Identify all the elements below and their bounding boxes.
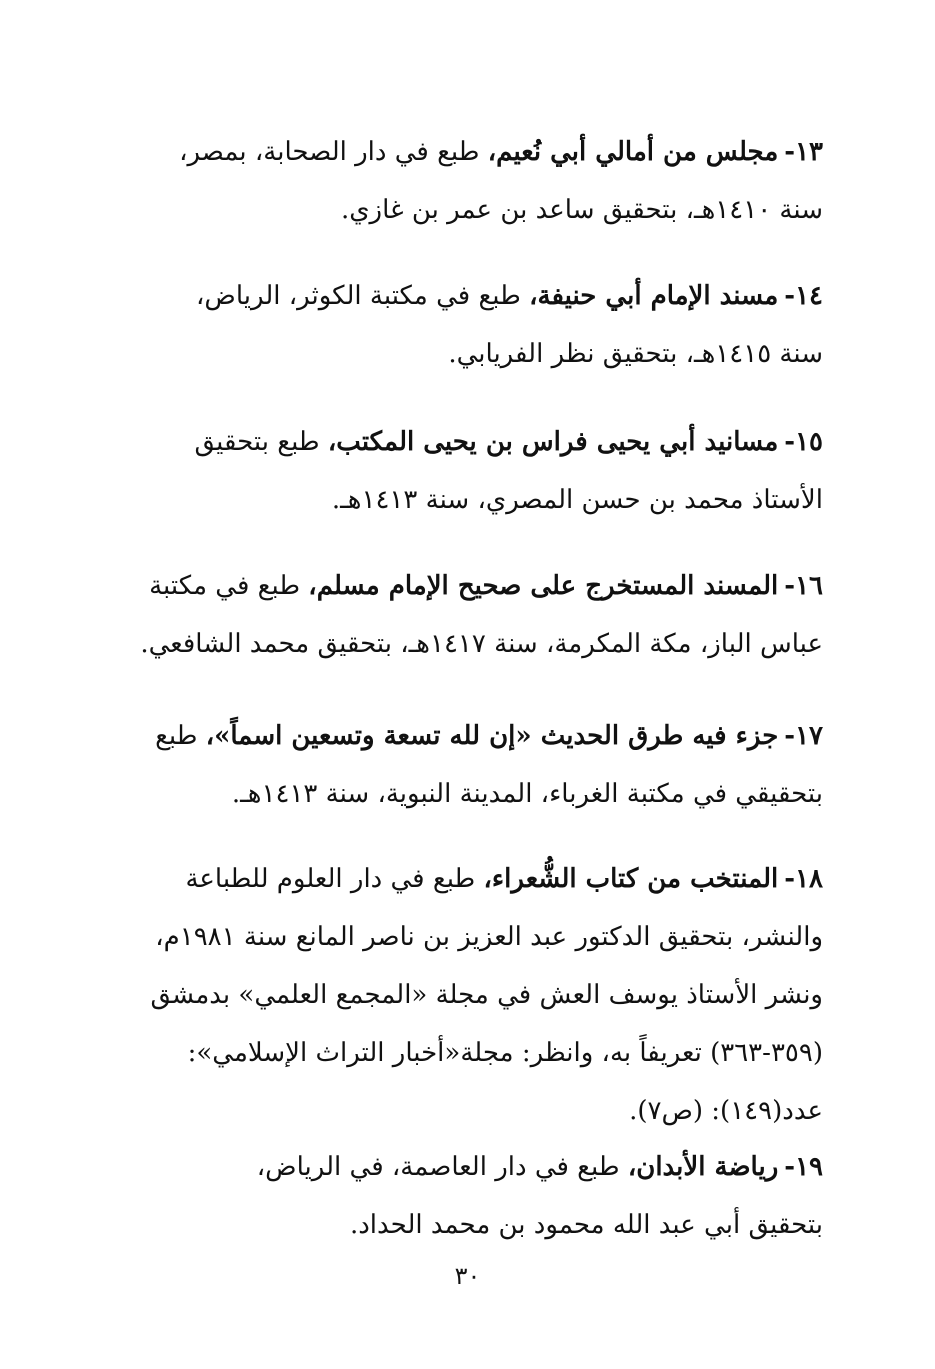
entry-text: سنة ١٤١٠هـ، بتحقيق ساعد بن عمر بن غازي.	[340, 195, 823, 225]
entry-text: والنشر، بتحقيق الدكتور عبد العزيز بن ناصر المانع سنة ١٩٨١م،	[155, 922, 823, 952]
entry-title: مسانيد أبي يحيى فراس بن يحيى المكتب،	[327, 427, 779, 457]
entry-first-line	[98, 267, 823, 325]
entry-16	[98, 557, 823, 673]
entry-number: ١٥-	[784, 427, 823, 457]
entry-title: رياضة الأبدان،	[627, 1152, 779, 1182]
entry-first-line	[98, 707, 823, 765]
entry-text: طبع بتحقيق	[194, 427, 320, 457]
entry-text: ونشر الأستاذ يوسف العش في مجلة «المجمع العلمي» بدمشق	[150, 980, 823, 1010]
entry-title: مجلس من أمالي أبي نُعيم،	[487, 137, 779, 167]
entry-text: عباس الباز، مكة المكرمة، سنة ١٤١٧هـ، بتحقيق محمد الشافعي.	[140, 629, 823, 659]
entry-number: ١٨-	[784, 864, 823, 894]
entry-text: طبع في مكتبة	[149, 571, 301, 601]
entry-text: (٣٥٩-٣٦٣) تعريفاً به، وانظر: مجلة«أخبار التراث الإسلامي»:	[187, 1038, 823, 1068]
entry-text: بتحقيقي في مكتبة الغرباء، المدينة النبوية، سنة ١٤١٣هـ.	[231, 779, 823, 809]
entry-text: طبع في دار العاصمة، في الرياض،	[256, 1152, 620, 1182]
entry-17	[98, 707, 823, 823]
entry-title: جزء فيه طرق الحديث «إن لله تسعة وتسعين اسماً»،	[205, 721, 779, 751]
entry-14	[98, 267, 823, 383]
entry-number: ١٧-	[784, 721, 823, 751]
entry-number: ١٩-	[784, 1152, 823, 1182]
entry-text: الأستاذ محمد بن حسن المصري، سنة ١٤١٣هـ.	[331, 485, 823, 515]
entry-first-line	[98, 1138, 823, 1196]
entry-text: طبع في دار العلوم للطباعة	[185, 864, 476, 894]
entry-title: مسند الإمام أبي حنيفة،	[529, 281, 779, 311]
entry-first-line	[98, 850, 823, 908]
entry-first-line	[98, 413, 823, 471]
page-number: ٣٠	[454, 1262, 481, 1290]
entry-19	[98, 1138, 823, 1254]
entry-13	[98, 123, 823, 239]
entry-text: عدد(١٤٩): (ص٧).	[629, 1096, 823, 1126]
entry-first-line	[98, 123, 823, 181]
entry-15	[98, 413, 823, 529]
entry-text: سنة ١٤١٥هـ، بتحقيق نظر الفريابي.	[448, 339, 823, 369]
entry-title: المنتخب من كتاب الشُّعراء،	[483, 864, 779, 894]
entry-text: طبع في مكتبة الكوثر، الرياض،	[196, 281, 521, 311]
entry-first-line	[98, 557, 823, 615]
entry-text: بتحقيق أبي عبد الله محمود بن محمد الحداد.	[349, 1210, 823, 1240]
entry-18	[98, 850, 823, 1140]
entry-number: ١٤-	[784, 281, 823, 311]
entry-number: ١٦-	[784, 571, 823, 601]
entry-text: طبع في دار الصحابة، بمصر،	[179, 137, 480, 167]
entry-number: ١٣-	[784, 137, 823, 167]
entry-title: المسند المستخرج على صحيح الإمام مسلم،	[308, 571, 779, 601]
entry-text: طبع	[155, 721, 198, 751]
